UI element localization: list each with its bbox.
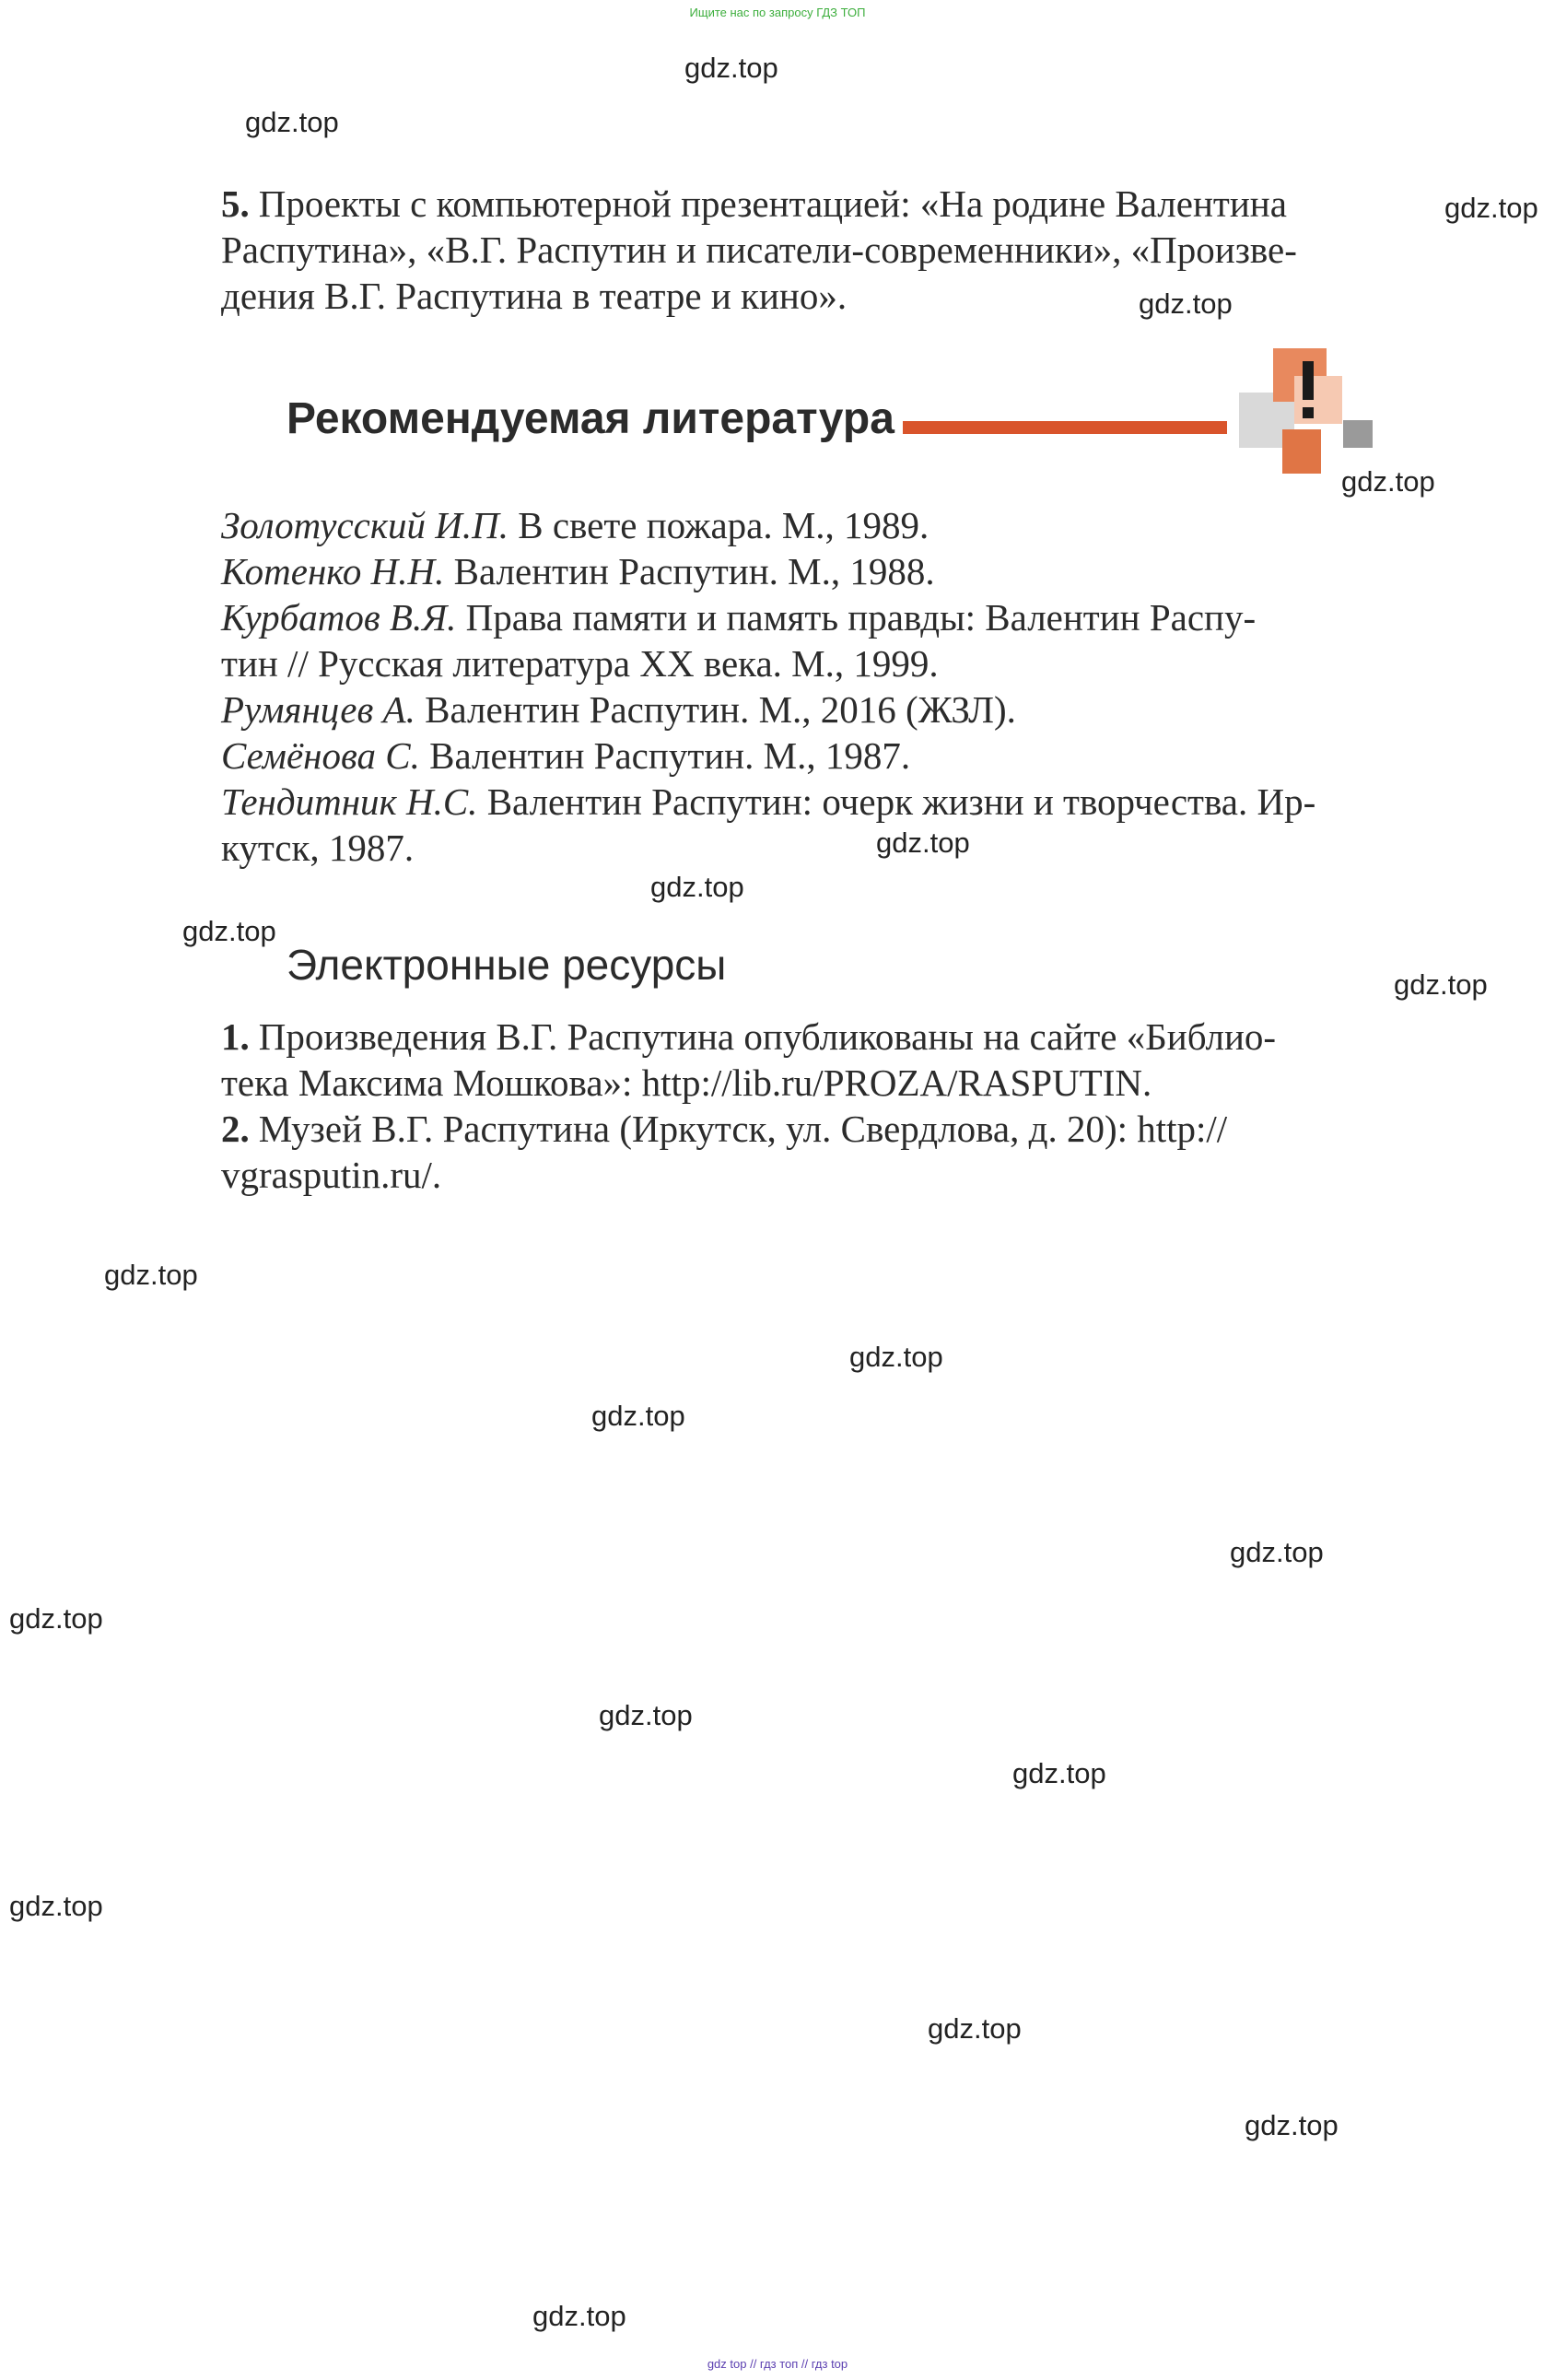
literature-item — [221, 502, 1384, 548]
literature-text: Валентин Распутин. М., 2016 (ЖЗЛ). — [415, 688, 1016, 731]
literature-text: кутск, 1987. — [221, 827, 415, 869]
watermark: gdz.top — [182, 915, 276, 947]
literature-heading: Рекомендуемая литература — [286, 394, 894, 443]
watermark: gdz.top — [9, 1890, 103, 1922]
resource-item — [221, 1106, 1384, 1152]
literature-text: Валентин Распутин. М., 1987. — [419, 734, 911, 777]
resources-list — [221, 1014, 1384, 1198]
resource-number: 1. — [221, 1015, 250, 1058]
watermark: gdz.top — [684, 52, 778, 84]
literature-author: Курбатов В.Я. — [221, 596, 457, 639]
literature-author: Тендитник Н.С. — [221, 780, 478, 823]
resource-text: vgrasputin.ru/. — [221, 1154, 442, 1196]
watermark: gdz.top — [1394, 968, 1488, 1001]
watermark: gdz.top — [849, 1341, 943, 1373]
project-number: 5. — [221, 182, 250, 225]
watermark: gdz.top — [591, 1400, 685, 1432]
literature-text: Права памяти и память правды: Валентин Распу- — [456, 596, 1257, 639]
watermark: gdz.top — [1139, 287, 1233, 320]
watermark: gdz.top — [599, 1699, 693, 1731]
watermark: gdz.top — [1245, 2109, 1339, 2141]
literature-text: Валентин Распутин: очерк жизни и творчества. Ир- — [477, 780, 1316, 823]
literature-text: В свете пожара. М., 1989. — [508, 504, 929, 546]
resource-item — [221, 1014, 1384, 1060]
project-line-1: Проекты с компьютерной презентацией: «На родине Валентина — [258, 182, 1287, 225]
literature-author: Золотусский И.П. — [221, 504, 509, 546]
resources-heading: Электронные ресурсы — [286, 941, 727, 989]
project-line-3: дения В.Г. Распутина в театре и кино». — [221, 275, 848, 317]
watermark: gdz.top — [245, 106, 339, 138]
project-line-2: Распутина», «В.Г. Распутин и писатели-современники», «Произве- — [221, 229, 1297, 271]
literature-item — [221, 686, 1384, 733]
literature-item — [221, 779, 1384, 871]
top-banner: Ищите нас по запросу ГДЗ ТОП — [689, 6, 866, 19]
watermark: gdz.top — [1012, 1757, 1106, 1789]
watermark: gdz.top — [1230, 1536, 1324, 1568]
bottom-banner: gdz top // гдз топ // гдз top — [707, 2357, 848, 2371]
watermark: gdz.top — [1444, 192, 1538, 224]
literature-author: Румянцев А. — [221, 688, 415, 731]
watermark: gdz.top — [876, 827, 970, 859]
literature-text: Валентин Распутин. М., 1988. — [444, 550, 935, 592]
watermark: gdz.top — [650, 871, 744, 903]
literature-text: тин // Русская литература XX века. М., 1999. — [221, 642, 939, 685]
literature-item — [221, 548, 1384, 594]
heading-accent-bar — [903, 421, 1227, 434]
literature-list — [221, 502, 1384, 871]
resource-text: Музей В.Г. Распутина (Иркутск, ул. Свердлова, д. 20): http:// — [258, 1108, 1228, 1150]
resource-text: тека Максима Мошкова»: http://lib.ru/PROZA/RASPUTIN. — [221, 1061, 1152, 1104]
watermark: gdz.top — [9, 1602, 103, 1635]
watermark: gdz.top — [532, 2300, 626, 2332]
watermark: gdz.top — [104, 1259, 198, 1291]
literature-author: Семёнова С. — [221, 734, 420, 777]
project-line — [221, 181, 1384, 227]
resource-number: 2. — [221, 1108, 250, 1150]
watermark: gdz.top — [1341, 465, 1435, 498]
exclamation-icon — [1234, 348, 1382, 477]
literature-item — [221, 733, 1384, 779]
resource-text: Произведения В.Г. Распутина опубликованы на сайте «Библио- — [258, 1015, 1277, 1058]
watermark: gdz.top — [928, 2012, 1022, 2045]
literature-item — [221, 594, 1384, 686]
literature-author: Котенко Н.Н. — [221, 550, 445, 592]
